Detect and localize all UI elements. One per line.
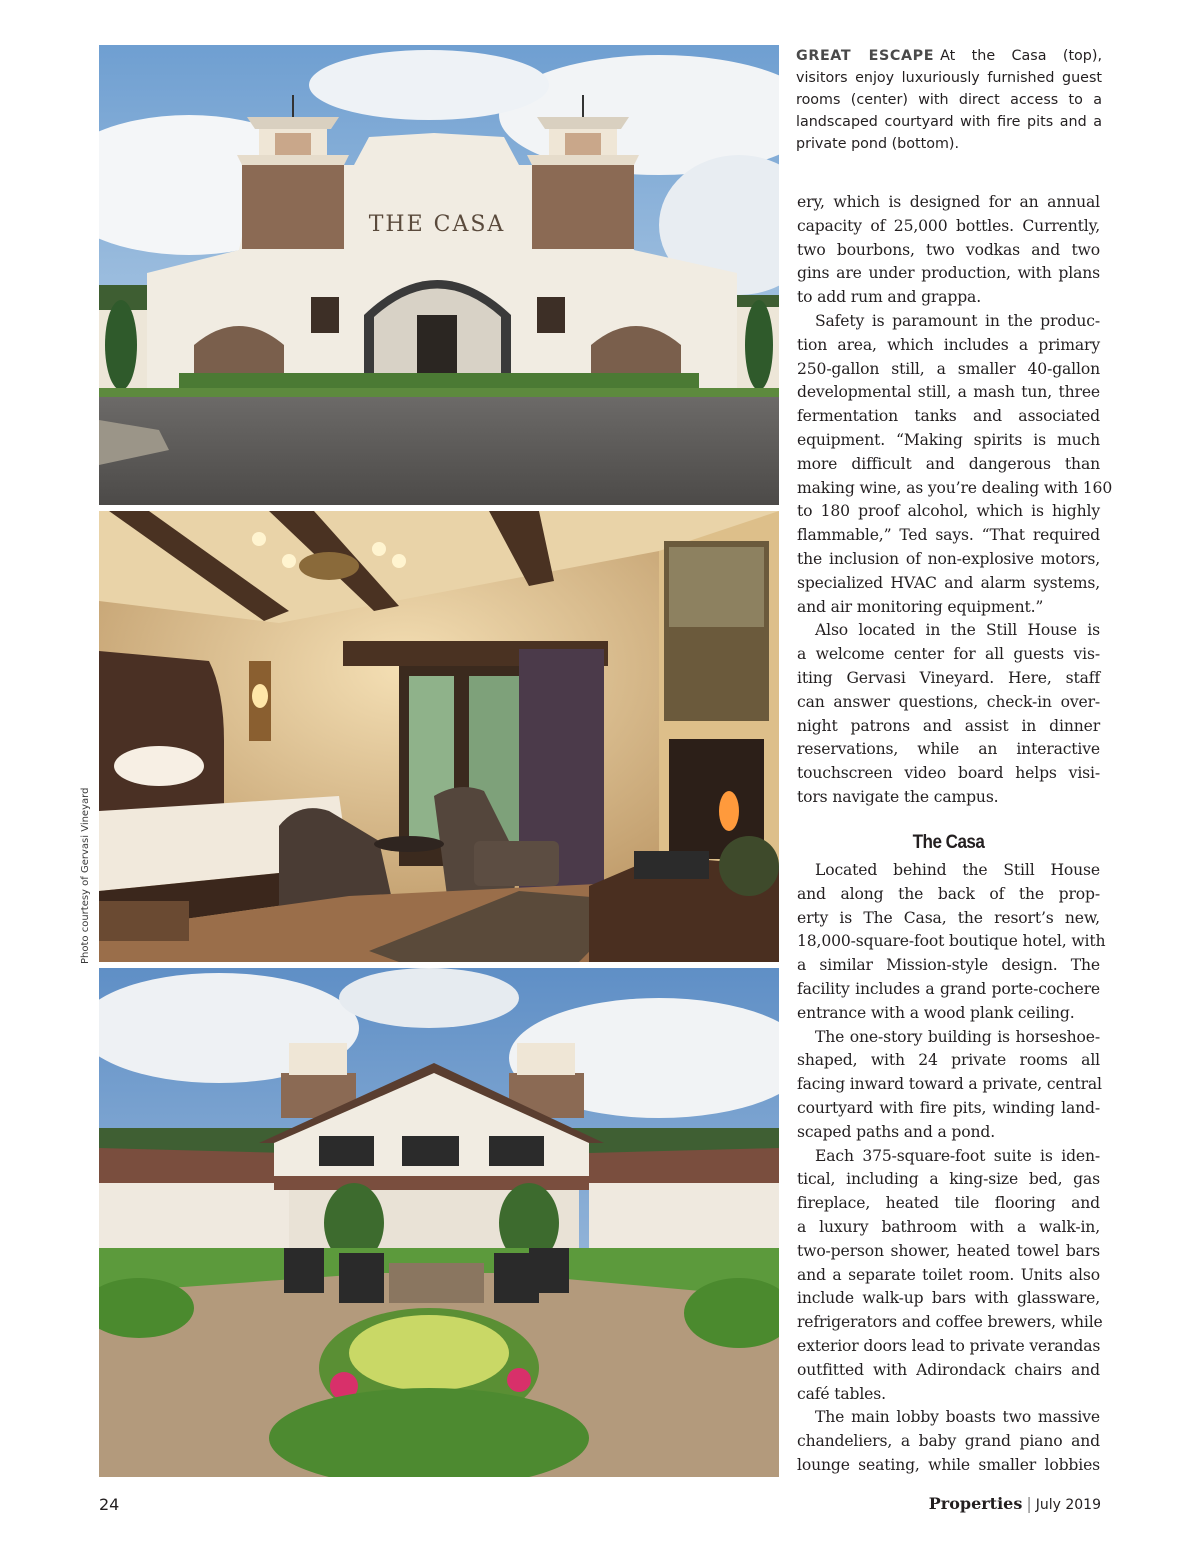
article-line: outfitted with Adirondack chairs and: [797, 1360, 1100, 1379]
article-column-bottom: [797, 859, 1106, 1478]
article-line: tors navigate the campus.: [797, 787, 999, 806]
photo-courtyard: [99, 968, 779, 1477]
article-line: The main lobby boasts two massive: [815, 1408, 1100, 1427]
running-footer: [929, 1494, 1101, 1513]
article-line: two-person shower, heated towel bars: [797, 1241, 1100, 1260]
article-line: night patrons and assist in dinner: [797, 716, 1100, 735]
article-line: facility includes a grand porte-cochere: [797, 979, 1100, 998]
article-line: fireplace, heated tile flooring and: [797, 1194, 1100, 1213]
article-line: making wine, as you’re dealing with 160: [797, 478, 1113, 497]
article-line: to add rum and grappa.: [797, 288, 982, 307]
article-line: courtyard with fire pits, winding land-: [797, 1098, 1100, 1117]
article-line: two bourbons, two vodkas and two: [797, 240, 1100, 259]
article-line: 250-gallon still, a smaller 40-gallon: [797, 359, 1100, 378]
article-line: shaped, with 24 private rooms all: [797, 1051, 1100, 1070]
article-line: specialized HVAC and alarm systems,: [797, 573, 1100, 592]
article-line: the inclusion of non-explosive motors,: [797, 549, 1100, 568]
article-line: tical, including a king-size bed, gas: [797, 1170, 1100, 1189]
casa-sign-text: THE CASA: [368, 212, 506, 237]
article-line: Located behind the Still House: [815, 861, 1100, 879]
article-line: scaped paths and a pond.: [797, 1122, 996, 1141]
article-line: fermentation tanks and associated: [797, 407, 1100, 426]
caption-text: At the Casa (top), visitors enjoy luxuriously furnished guest rooms (center) with direct access to a landscaped courtyard with fire pits and a private pond (bottom).: [796, 48, 1103, 152]
article-line: touchscreen video board helps visi-: [797, 764, 1100, 783]
article-line: and a separate toilet room. Units also: [797, 1265, 1100, 1284]
photo-casa-exterior: [99, 45, 779, 505]
article-line: a welcome center for all guests vis-: [797, 645, 1100, 664]
article-line: iting Gervasi Vineyard. Here, staff: [797, 668, 1100, 687]
article-line: Safety is paramount in the produc-: [815, 311, 1100, 330]
article-line: more difficult and dangerous than: [797, 454, 1100, 473]
article-line: erty is The Casa, the resort’s new,: [797, 908, 1100, 927]
article-line: flammable,” Ted says. “That required: [797, 526, 1100, 545]
article-line: reservations, while an interactive: [797, 740, 1100, 759]
caption-lead: GREAT ESCAPE: [796, 48, 935, 64]
article-line: developmental still, a mash tun, three: [797, 383, 1100, 402]
article-line: chandeliers, a baby grand piano and: [797, 1432, 1100, 1451]
article-line: and air monitoring equipment.”: [797, 597, 1044, 616]
article-line: and along the back of the prop-: [797, 884, 1100, 903]
article-line: exterior doors lead to private verandas: [797, 1336, 1101, 1355]
article-line: capacity of 25,000 bottles. Currently,: [797, 216, 1100, 235]
photo-caption: [796, 45, 1102, 155]
article-line: ery, which is designed for an annual: [797, 193, 1100, 211]
publication-name: Properties: [928, 1494, 1023, 1513]
article-line: Also located in the Still House is: [815, 621, 1100, 640]
section-subhead: The Casa: [912, 832, 985, 853]
article-line: a luxury bathroom with a walk-in,: [797, 1217, 1100, 1236]
article-line: The one-story building is horseshoe-: [815, 1027, 1100, 1046]
article-line: a similar Mission-style design. The: [797, 956, 1100, 975]
article-line: lounge seating, while smaller lobbies: [797, 1455, 1100, 1474]
article-line: to 180 proof alcohol, which is highly: [797, 502, 1100, 521]
issue-date: July 2019: [1035, 1497, 1101, 1513]
article-line: tion area, which includes a primary: [797, 335, 1100, 354]
article-line: entrance with a wood plank ceiling.: [797, 1003, 1075, 1022]
photo-credit: Photo courtesy of Gervasi Vineyard: [80, 787, 91, 964]
article-line: refrigerators and coffee brewers, while: [797, 1313, 1103, 1332]
article-line: 18,000-square-foot boutique hotel, with: [797, 932, 1106, 951]
article-line: can answer questions, check-in over-: [797, 692, 1100, 711]
article-line: gins are under production, with plans: [797, 264, 1100, 283]
article-column-top: [797, 191, 1113, 810]
article-line: Each 375-square-foot suite is iden-: [815, 1146, 1100, 1165]
page-number: 24: [99, 1495, 120, 1514]
footer-separator: |: [1026, 1494, 1032, 1513]
photo-guest-room: [99, 511, 779, 962]
article-line: include walk-up bars with glassware,: [797, 1289, 1100, 1308]
article-line: equipment. “Making spirits is much: [797, 430, 1100, 449]
article-line: café tables.: [797, 1384, 886, 1403]
article-line: facing inward toward a private, central: [797, 1075, 1102, 1094]
